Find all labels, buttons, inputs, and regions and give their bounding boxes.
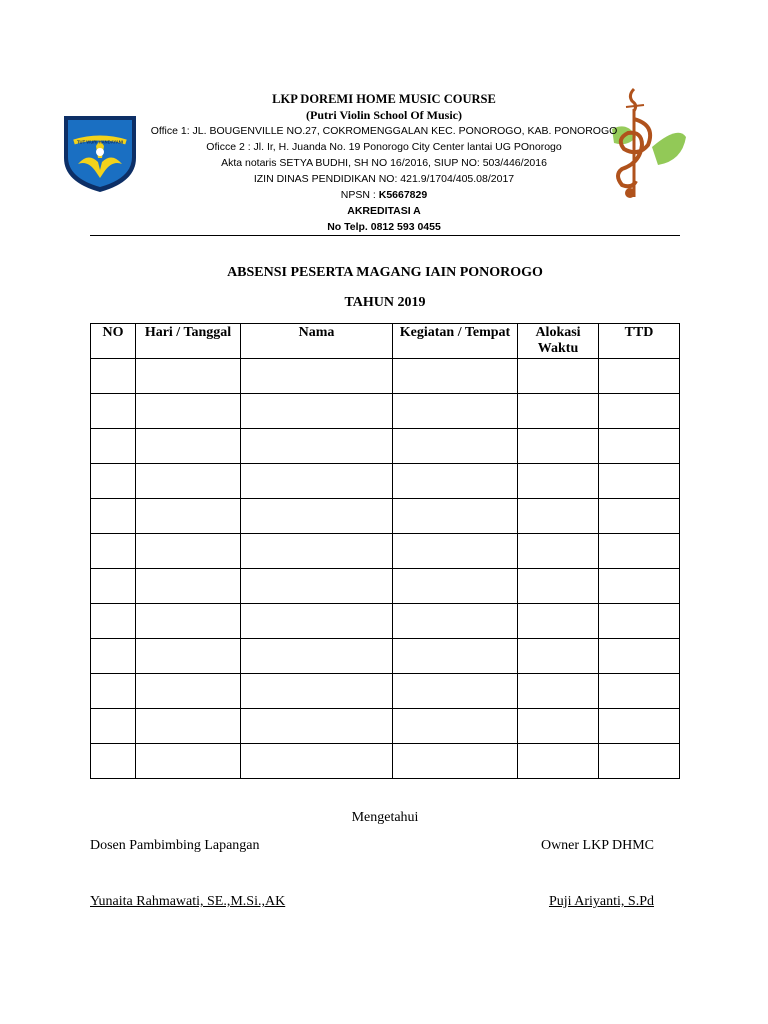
table-row [91,534,680,569]
owner-name: Puji Ariyanti, S.Pd [548,894,654,909]
table-cell[interactable] [241,394,393,429]
table-cell[interactable] [136,534,241,569]
table-cell[interactable] [136,429,241,464]
table-cell[interactable] [518,534,599,569]
table-cell[interactable] [599,674,680,709]
header-divider [90,235,680,236]
table-cell[interactable] [136,639,241,674]
table-cell[interactable] [91,394,136,429]
table-cell[interactable] [518,569,599,604]
npsn-label: NPSN : [340,189,379,201]
table-row [91,499,680,534]
table-cell[interactable] [393,709,518,744]
table-cell[interactable] [91,534,136,569]
table-cell[interactable] [599,534,680,569]
table-cell[interactable] [136,709,241,744]
table-cell[interactable] [518,639,599,674]
table-body [91,359,680,779]
acknowledged-label: Mengetahui [351,810,419,825]
table-cell[interactable] [241,464,393,499]
table-cell[interactable] [241,709,393,744]
table-cell[interactable] [91,744,136,779]
table-row [91,744,680,779]
table-cell[interactable] [599,744,680,779]
table-cell[interactable] [241,359,393,394]
table-cell[interactable] [136,674,241,709]
table-cell[interactable] [518,744,599,779]
table-cell[interactable] [91,569,136,604]
table-row [91,709,680,744]
col-header-no: NO [91,324,136,359]
table-cell[interactable] [518,604,599,639]
owner-role: Owner LKP DHMC [540,838,654,853]
col-header-activity: Kegiatan / Tempat [393,324,518,359]
table-cell[interactable] [393,394,518,429]
education-permit: IZIN DINAS PENDIDIKAN NO: 421.9/1704/405.08/2017 [253,173,515,185]
table-cell[interactable] [241,674,393,709]
table-cell[interactable] [393,534,518,569]
table-cell[interactable] [91,709,136,744]
table-cell[interactable] [393,604,518,639]
table-cell[interactable] [393,744,518,779]
npsn-line [150,187,618,203]
table-cell[interactable] [393,464,518,499]
table-cell[interactable] [518,674,599,709]
notary-deed: Akta notaris SETYA BUDHI, SH NO 16/2016, SIUP NO: 503/446/2016 [221,157,547,169]
table-cell[interactable] [241,429,393,464]
table-cell[interactable] [599,464,680,499]
table-cell[interactable] [393,639,518,674]
table-cell[interactable] [518,394,599,429]
supervisor-name: Yunaita Rahmawati, SE.,M.Si.,AK [90,894,286,909]
table-cell[interactable] [136,499,241,534]
table-cell[interactable] [91,464,136,499]
violin-clef-icon [608,85,688,203]
npsn-value: K5667829 [378,189,428,201]
table-cell[interactable] [599,499,680,534]
violin-treble-clef-logo [608,85,688,203]
table-cell[interactable] [393,359,518,394]
col-header-date: Hari / Tanggal [136,324,241,359]
table-cell[interactable] [393,569,518,604]
table-cell[interactable] [136,744,241,779]
table-cell[interactable] [241,639,393,674]
tut-wuri-handayani-emblem [60,112,140,194]
office-2-address: Oficce 2 : Jl. Ir, H. Juanda No. 19 Ponorogo City Center lantai UG POnorogo [206,141,562,153]
table-row [91,674,680,709]
table-cell[interactable] [599,709,680,744]
table-row [91,359,680,394]
table-cell[interactable] [599,604,680,639]
table-row [91,569,680,604]
supervisor-role: Dosen Pambimbing Lapangan [90,838,260,853]
table-cell[interactable] [518,429,599,464]
table-cell[interactable] [241,744,393,779]
table-cell[interactable] [599,569,680,604]
table-cell[interactable] [136,569,241,604]
office-1-address: Office 1: JL. BOUGENVILLE NO.27, COKROMENGGALAN KEC. PONOROGO, KAB. PONOROGO [150,125,618,137]
table-cell[interactable] [241,569,393,604]
table-cell[interactable] [241,499,393,534]
table-cell[interactable] [599,639,680,674]
table-cell[interactable] [518,359,599,394]
table-cell[interactable] [518,709,599,744]
table-cell[interactable] [599,359,680,394]
table-cell[interactable] [136,464,241,499]
table-row [91,639,680,674]
table-row [91,464,680,499]
letterhead [150,91,618,235]
table-row [91,604,680,639]
institution-name: LKP DOREMI HOME MUSIC COURSE [272,92,496,106]
col-header-time: Alokasi Waktu [518,324,599,359]
table-cell[interactable] [91,499,136,534]
table-cell[interactable] [393,499,518,534]
document-title: ABSENSI PESERTA MAGANG IAIN PONOROGO [227,265,543,280]
attendance-table [90,323,680,779]
emblem-motto: TUT WURI HANDAYANI [77,139,123,145]
table-cell[interactable] [91,604,136,639]
table-cell[interactable] [599,394,680,429]
table-cell[interactable] [91,429,136,464]
table-cell[interactable] [393,674,518,709]
document-year: TAHUN 2019 [344,295,426,310]
table-cell[interactable] [241,604,393,639]
table-cell[interactable] [136,359,241,394]
table-cell[interactable] [91,639,136,674]
table-header-row [91,324,680,359]
emblem-icon [60,112,140,194]
table-row [91,429,680,464]
institution-subtitle: (Putri Violin School Of Music) [306,108,462,122]
accreditation: AKREDITASI A [347,205,421,217]
table-cell[interactable] [136,604,241,639]
table-cell[interactable] [599,429,680,464]
phone-number: No Telp. 0812 593 0455 [327,221,441,233]
table-cell[interactable] [91,674,136,709]
col-header-signature: TTD [599,324,680,359]
table-cell[interactable] [241,534,393,569]
table-row [91,394,680,429]
table-cell[interactable] [393,429,518,464]
table-cell[interactable] [518,499,599,534]
table-cell[interactable] [136,394,241,429]
table-cell[interactable] [518,464,599,499]
col-header-name: Nama [241,324,393,359]
table-cell[interactable] [91,359,136,394]
